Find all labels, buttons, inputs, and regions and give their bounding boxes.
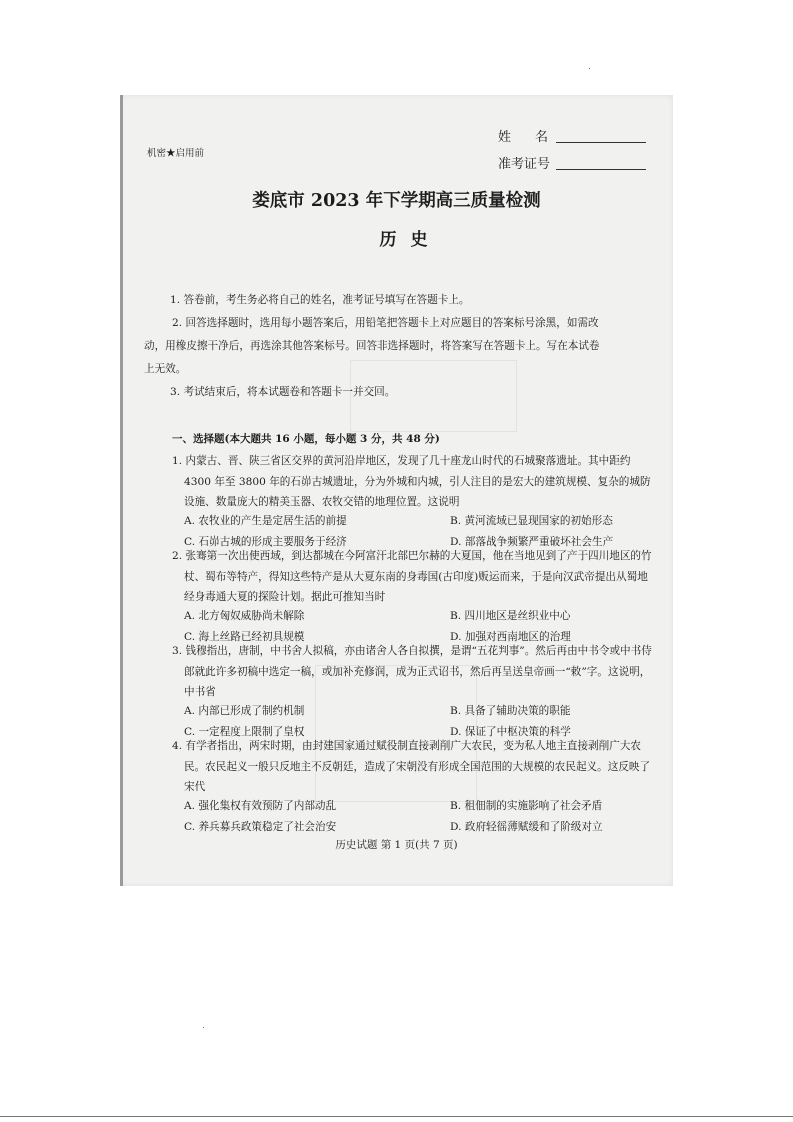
- option-d: D. 加强对西南地区的治理: [450, 631, 571, 643]
- instruction-1: 1. 答卷前，考生务必将自己的姓名，准考证号填写在答题卡上。: [170, 294, 470, 306]
- option-b: B. 黄河流域已显现国家的初始形态: [450, 515, 613, 527]
- speck: [203, 1027, 204, 1028]
- exam-id-label: 准考证号: [498, 157, 551, 172]
- section-heading: 一、选择题(本大题共 16 小题，每小题 3 分，共 48 分): [172, 433, 440, 445]
- question-text: 2. 张骞第一次出使西域，到达都城在今阿富汗北部巴尔赫的大夏国，他在当地见到了产于四川地区的竹杖、蜀布等特产，得知这些特产是从大夏东南的身毒国(古印度)贩运而来，于是向汉武帝提出从蜀地经身毒通大夏的探险计划。据此可推知当时: [172, 550, 652, 604]
- option-d: D. 保证了中枢决策的科学: [450, 726, 571, 738]
- option-a: A. 内部已形成了制约机制: [184, 705, 305, 717]
- page-bottom-rule: [0, 1116, 793, 1117]
- name-field-line: [556, 142, 646, 143]
- instruction-2: 2. 回答选择题时，选用每小题答案后，用铅笔把答题卡上对应题目的答案标号涂黑，如需改动，用橡皮擦干净后，再选涂其他答案标号。回答非选择题时，将答案写在答题卡上。写在本试卷上无效。: [144, 317, 600, 375]
- question-2: [172, 546, 652, 608]
- option-b: B. 四川地区是丝织业中心: [450, 610, 571, 622]
- option-a: A. 强化集权有效预防了内部动乱: [184, 800, 337, 812]
- option-c: C. 养兵募兵政策稳定了社会治安: [184, 821, 337, 833]
- question-3: [172, 641, 652, 703]
- question-1: [172, 451, 652, 513]
- question-text: 3. 钱穆指出，唐制，中书舍人拟稿，亦由诸舍人各自拟撰，是谓“五花判事”。然后再由中书令或中书侍郎就此许多初稿中选定一稿，或加补充修润，成为正式诏书，然后再呈送皇帝画一“敕”字。这说明，中书省: [172, 645, 652, 699]
- subject-title: 历史: [379, 230, 442, 250]
- option-a: A. 北方匈奴威胁尚未解除: [184, 610, 305, 622]
- confidential-mark: 机密★启用前: [147, 148, 205, 159]
- option-c: C. 石峁古城的形成主要服务于经济: [184, 536, 347, 548]
- name-label: 姓名: [498, 130, 573, 145]
- question-text: 1. 内蒙古、晋、陕三省区交界的黄河沿岸地区，发现了几十座龙山时代的石城聚落遗址。其中距约 4300 年至 3800 年的石峁古城遗址，分为外城和内城，引人注目的是宏大的建筑规模、复杂的城防设施、数量庞大的精美玉器、农牧交错的地理位置。这说明: [172, 455, 651, 509]
- option-c: C. 海上丝路已经初具规模: [184, 631, 305, 643]
- page-footer: 历史试题 第 1 页(共 7 页): [335, 839, 458, 851]
- option-a: A. 农牧业的产生是定居生活的前提: [184, 515, 347, 527]
- instruction-3: 3. 考试结束后，将本试题卷和答题卡一并交回。: [170, 386, 396, 398]
- question-4: [172, 736, 652, 798]
- exam-id-field-line: [556, 169, 646, 170]
- option-c: C. 一定程度上限制了皇权: [184, 726, 305, 738]
- option-b: B. 租佃制的实施影响了社会矛盾: [450, 800, 603, 812]
- option-b: B. 具备了辅助决策的职能: [450, 705, 571, 717]
- question-text: 4. 有学者指出，两宋时期，由封建国家通过赋役制直接剥削广大农民，变为私人地主直接剥削广大农民。农民起义一般只反地主不反朝廷，造成了宋朝没有形成全国范围的大规模的农民起义。这反映了宋代: [172, 740, 651, 794]
- speck: [589, 68, 590, 69]
- exam-title: 娄底市 2023 年下学期高三质量检测: [252, 191, 541, 211]
- scanned-exam-page: [120, 95, 673, 886]
- option-d: D. 政府轻徭薄赋缓和了阶级对立: [450, 821, 603, 833]
- scan-edge-shadow: [120, 95, 123, 886]
- option-d: D. 部落战争频繁严重破坏社会生产: [450, 536, 614, 548]
